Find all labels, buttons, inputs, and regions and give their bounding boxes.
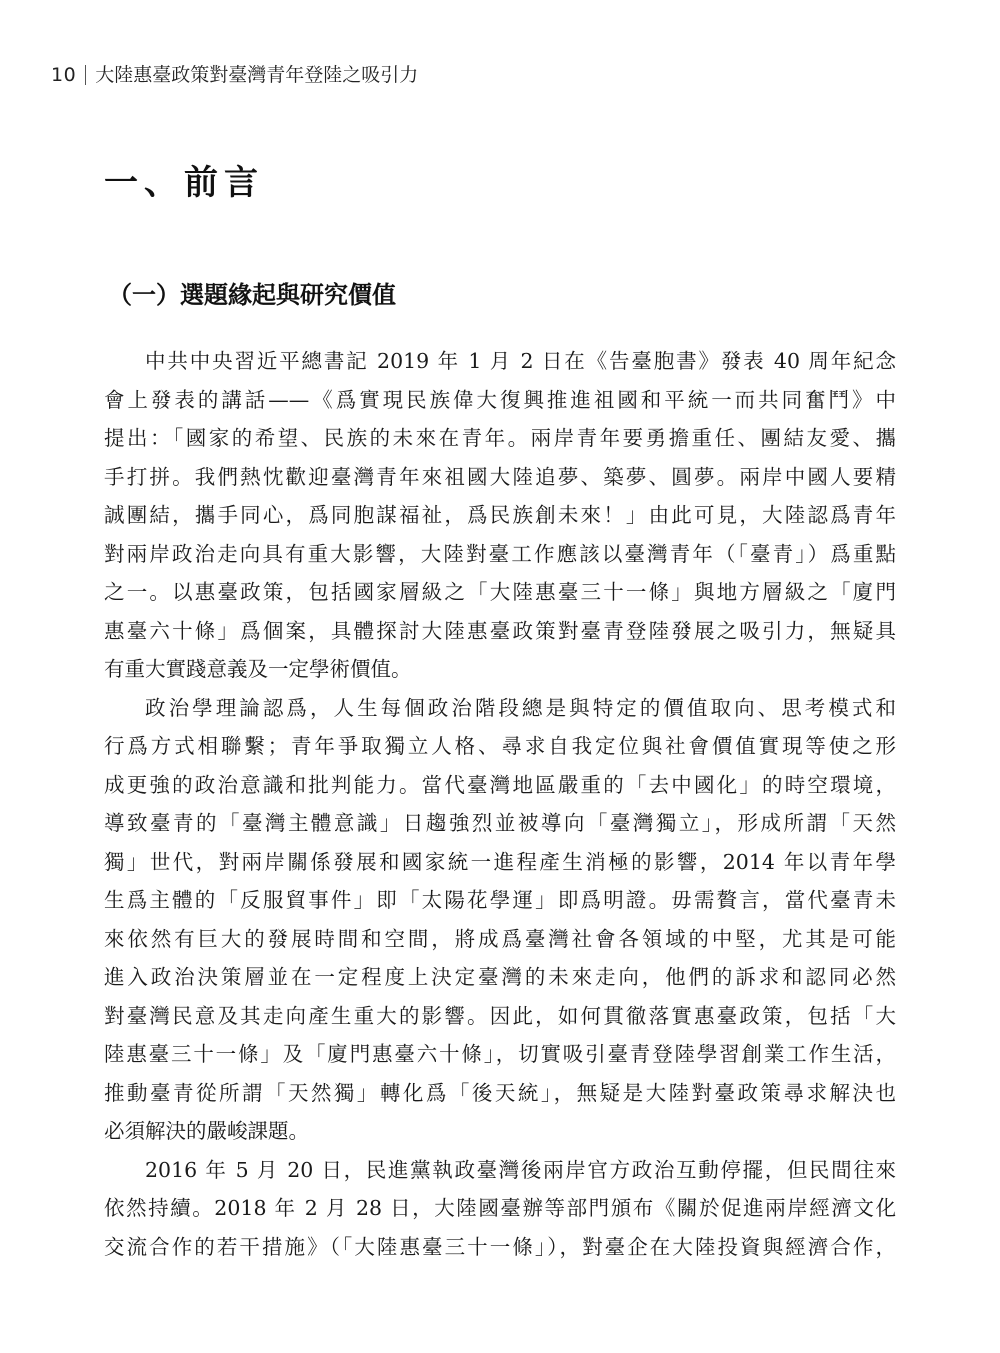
text-line: 有重大實踐意義及一定學術價值。 <box>104 657 412 681</box>
header-divider <box>85 65 86 85</box>
text-line: 生爲主體的「反服貿事件」即「太陽花學運」即爲明證。毋需贅言，當代臺青未 <box>104 888 896 912</box>
text-line: 獨」世代，對兩岸關係發展和國家統一進程產生消極的影響，2014 年以青年學 <box>104 849 896 874</box>
body-text <box>104 342 896 1266</box>
text-line: 導致臺青的「臺灣主體意識」日趨強烈並被導向「臺灣獨立」，形成所謂「天然 <box>104 811 896 835</box>
text-line: 必須解決的嚴峻課題。 <box>104 1119 309 1143</box>
page-number: 10 <box>51 64 77 86</box>
paragraph <box>104 1151 896 1267</box>
text-line: 陸惠臺三十一條」及「廈門惠臺六十條」，切實吸引臺青登陸學習創業工作生活， <box>104 1042 896 1066</box>
text-line: 中共中央習近平總書記 2019 年 1 月 2 日在《告臺胞書》發表 40 周年紀念 <box>145 349 896 373</box>
text-line: 推動臺青從所謂「天然獨」轉化爲「後天統」，無疑是大陸對臺政策尋求解決也 <box>104 1080 896 1105</box>
running-header <box>51 62 418 88</box>
text-line: 對臺灣民意及其走向產生重大的影響。因此，如何貫徹落實惠臺政策，包括「大 <box>104 1003 896 1028</box>
text-line: 提出：「國家的希望、民族的未來在青年。兩岸青年要勇擔重任、團結友愛、攜 <box>104 426 896 450</box>
book-title: 大陸惠臺政策對臺灣青年登陸之吸引力 <box>95 64 419 86</box>
chapter-title: 一、前言 <box>104 163 264 203</box>
text-line: 交流合作的若干措施》（「大陸惠臺三十一條」），對臺企在大陸投資與經濟合作， <box>104 1234 896 1259</box>
text-line: 2016 年 5 月 20 日，民進黨執政臺灣後兩岸官方政治互動停擺，但民間往來 <box>145 1157 896 1182</box>
text-line: 行爲方式相聯繫；青年爭取獨立人格、尋求自我定位與社會價值實現等使之形 <box>104 734 896 758</box>
text-line: 來依然有巨大的發展時間和空間，將成爲臺灣社會各領域的中堅，尤其是可能 <box>104 926 896 951</box>
text-line: 政治學理論認爲，人生每個政治階段總是與特定的價值取向、思考模式和 <box>145 695 896 720</box>
text-line: 進入政治決策層並在一定程度上決定臺灣的未來走向，他們的訴求和認同必然 <box>104 965 896 989</box>
text-line: 成更強的政治意識和批判能力。當代臺灣地區嚴重的「去中國化」的時空環境， <box>104 772 896 797</box>
section-title: （一）選題緣起與研究價值 <box>108 280 396 309</box>
paragraph <box>104 689 896 1151</box>
text-line: 惠臺六十條」爲個案，具體探討大陸惠臺政策對臺青登陸發展之吸引力，無疑具 <box>104 618 896 643</box>
text-line: 手打拼。我們熱忱歡迎臺灣青年來祖國大陸追夢、築夢、圓夢。兩岸中國人要精 <box>104 464 896 489</box>
paragraph <box>104 342 896 689</box>
text-line: 會上發表的講話——《爲實現民族偉大復興推進祖國和平統一而共同奮鬥》中 <box>104 387 896 412</box>
text-line: 誠團結，攜手同心，爲同胞謀福祉，爲民族創未來！」由此可見，大陸認爲青年 <box>104 503 896 527</box>
text-line: 對兩岸政治走向具有重大影響，大陸對臺工作應該以臺灣青年（「臺青」）爲重點 <box>104 541 896 566</box>
text-line: 依然持續。2018 年 2 月 28 日，大陸國臺辦等部門頒布《關於促進兩岸經濟文化 <box>104 1196 896 1220</box>
text-line: 之一。以惠臺政策，包括國家層級之「大陸惠臺三十一條」與地方層級之「廈門 <box>104 580 896 604</box>
